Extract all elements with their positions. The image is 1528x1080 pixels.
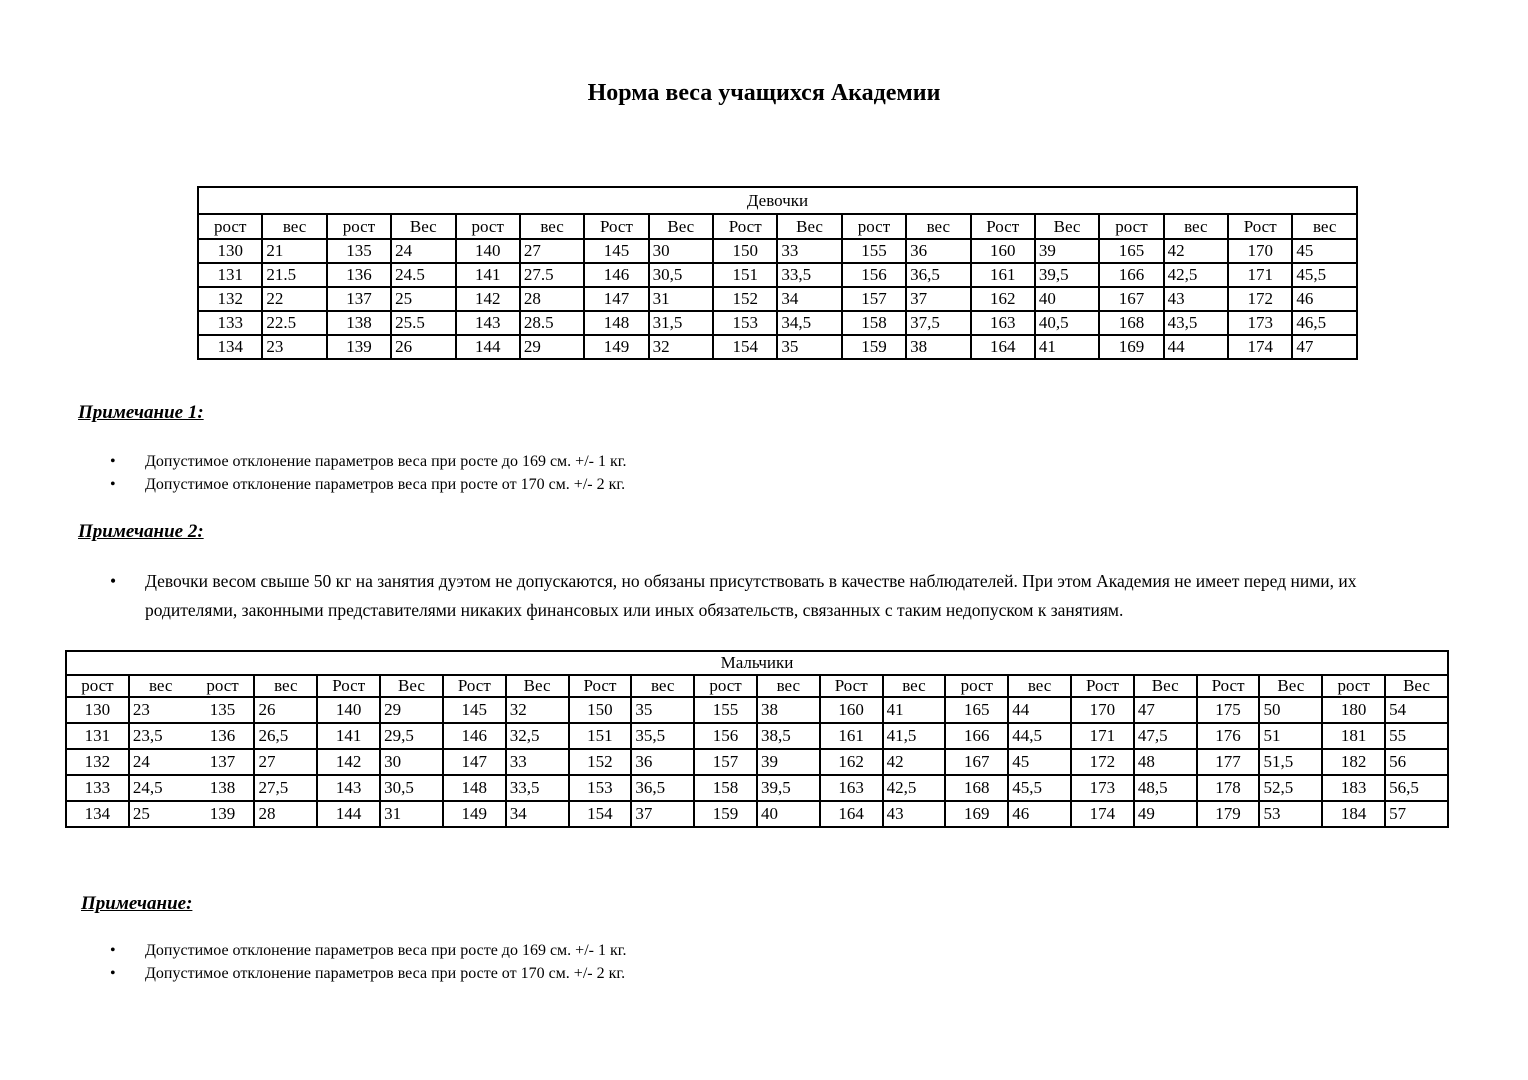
weight-cell: 45 <box>1292 239 1357 263</box>
weight-cell: 23 <box>129 697 192 723</box>
bullet-icon <box>110 451 145 472</box>
column-header: вес <box>883 675 946 697</box>
height-cell: 163 <box>820 775 883 801</box>
weight-cell: 48 <box>1134 749 1197 775</box>
weight-cell: 46 <box>1292 287 1357 311</box>
note1-bullet-2: Допустимое отклонение параметров веса при росте от 170 см. +/- 2 кг. <box>145 476 626 493</box>
bullet-icon <box>110 940 145 961</box>
height-cell: 167 <box>945 749 1008 775</box>
column-header: Вес <box>506 675 569 697</box>
note2-heading: Примечание 2: <box>78 521 204 542</box>
table-row <box>198 335 1357 359</box>
bullet-icon <box>110 567 145 596</box>
height-cell: 172 <box>1228 287 1292 311</box>
height-cell: 130 <box>66 697 129 723</box>
height-cell: 151 <box>713 263 777 287</box>
weight-cell: 27,5 <box>254 775 317 801</box>
height-cell: 131 <box>66 723 129 749</box>
weight-cell: 37 <box>631 801 694 827</box>
height-cell: 174 <box>1228 335 1292 359</box>
table-row <box>66 775 1448 801</box>
column-header: вес <box>1008 675 1071 697</box>
girls-weight-table <box>197 186 1358 360</box>
column-header: вес <box>254 675 317 697</box>
weight-cell: 45 <box>1008 749 1071 775</box>
weight-cell: 45,5 <box>1292 263 1357 287</box>
height-cell: 163 <box>971 311 1035 335</box>
weight-cell: 29 <box>380 697 443 723</box>
table-row <box>66 723 1448 749</box>
list-item <box>110 963 850 984</box>
height-cell: 165 <box>1099 239 1163 263</box>
weight-cell: 42,5 <box>1164 263 1228 287</box>
weight-cell: 30 <box>380 749 443 775</box>
height-cell: 169 <box>945 801 1008 827</box>
weight-cell: 33,5 <box>777 263 841 287</box>
height-cell: 139 <box>192 801 255 827</box>
height-cell: 162 <box>971 287 1035 311</box>
weight-cell: 36,5 <box>906 263 970 287</box>
column-header: рост <box>842 214 906 239</box>
weight-cell: 23 <box>262 335 326 359</box>
column-header: вес <box>1292 214 1357 239</box>
weight-cell: 47 <box>1134 697 1197 723</box>
weight-cell: 51,5 <box>1259 749 1322 775</box>
weight-cell: 52,5 <box>1259 775 1322 801</box>
height-cell: 143 <box>317 775 380 801</box>
height-cell: 159 <box>694 801 757 827</box>
weight-cell: 44,5 <box>1008 723 1071 749</box>
column-header: Рост <box>1071 675 1134 697</box>
weight-cell: 40,5 <box>1035 311 1099 335</box>
height-cell: 141 <box>317 723 380 749</box>
height-cell: 138 <box>327 311 391 335</box>
weight-cell: 28.5 <box>520 311 584 335</box>
note2-bullet-1: Девочки весом свыше 50 кг на занятия дуэтом не допускаются, но обязаны присутствовать в качестве наблюдателей. При этом Академия не имеет перед ними, их родителями, законными представителями никаких финансовых или иных обязательств, связанных с таким недопуском к занятиям. <box>145 571 1357 620</box>
weight-cell: 31,5 <box>649 311 713 335</box>
weight-cell: 47 <box>1292 335 1357 359</box>
note1-heading: Примечание 1: <box>78 402 204 423</box>
weight-cell: 30,5 <box>380 775 443 801</box>
table-caption-row <box>198 187 1357 214</box>
height-cell: 182 <box>1322 749 1385 775</box>
table-caption: Девочки <box>198 187 1357 214</box>
weight-cell: 35 <box>777 335 841 359</box>
weight-cell: 26 <box>254 697 317 723</box>
list-item <box>110 474 850 495</box>
height-cell: 135 <box>192 697 255 723</box>
height-cell: 176 <box>1197 723 1260 749</box>
table-row <box>198 239 1357 263</box>
height-cell: 158 <box>694 775 757 801</box>
column-header: Рост <box>317 675 380 697</box>
column-header: Рост <box>1228 214 1292 239</box>
table-header-row <box>198 214 1357 239</box>
weight-cell: 42 <box>1164 239 1228 263</box>
weight-cell: 30 <box>649 239 713 263</box>
height-cell: 166 <box>945 723 1008 749</box>
table-caption: Мальчики <box>66 651 1448 675</box>
height-cell: 131 <box>198 263 262 287</box>
weight-cell: 31 <box>380 801 443 827</box>
height-cell: 161 <box>820 723 883 749</box>
weight-cell: 28 <box>520 287 584 311</box>
height-cell: 130 <box>198 239 262 263</box>
list-item <box>110 451 850 472</box>
height-cell: 143 <box>456 311 520 335</box>
weight-cell: 51 <box>1259 723 1322 749</box>
weight-cell: 48,5 <box>1134 775 1197 801</box>
page-title: Норма веса учащихся Академии <box>587 80 941 106</box>
height-cell: 146 <box>443 723 506 749</box>
height-cell: 149 <box>443 801 506 827</box>
weight-cell: 35 <box>631 697 694 723</box>
height-cell: 132 <box>198 287 262 311</box>
height-cell: 179 <box>1197 801 1260 827</box>
height-cell: 155 <box>694 697 757 723</box>
weight-cell: 50 <box>1259 697 1322 723</box>
weight-cell: 35,5 <box>631 723 694 749</box>
list-item <box>110 567 1452 625</box>
weight-cell: 36 <box>906 239 970 263</box>
weight-cell: 25 <box>129 801 192 827</box>
height-cell: 140 <box>456 239 520 263</box>
height-cell: 153 <box>713 311 777 335</box>
weight-cell: 33 <box>506 749 569 775</box>
height-cell: 135 <box>327 239 391 263</box>
note2-bullet-list <box>110 567 1452 625</box>
height-cell: 152 <box>713 287 777 311</box>
column-header: вес <box>631 675 694 697</box>
weight-cell: 21 <box>262 239 326 263</box>
column-header: Рост <box>820 675 883 697</box>
weight-cell: 34 <box>777 287 841 311</box>
column-header: Вес <box>1035 214 1099 239</box>
column-header: вес <box>520 214 584 239</box>
list-item <box>110 940 850 961</box>
column-header: рост <box>327 214 391 239</box>
height-cell: 154 <box>569 801 632 827</box>
table-row <box>66 801 1448 827</box>
height-cell: 157 <box>842 287 906 311</box>
note1-bullet-list <box>110 451 850 497</box>
height-cell: 156 <box>842 263 906 287</box>
height-cell: 148 <box>443 775 506 801</box>
height-cell: 162 <box>820 749 883 775</box>
table-caption-row <box>66 651 1448 675</box>
column-header: Рост <box>584 214 648 239</box>
bullet-icon <box>110 963 145 984</box>
column-header: Рост <box>1197 675 1260 697</box>
weight-cell: 49 <box>1134 801 1197 827</box>
weight-cell: 46,5 <box>1292 311 1357 335</box>
height-cell: 140 <box>317 697 380 723</box>
weight-cell: 42 <box>883 749 946 775</box>
height-cell: 169 <box>1099 335 1163 359</box>
height-cell: 184 <box>1322 801 1385 827</box>
weight-cell: 40 <box>757 801 820 827</box>
height-cell: 144 <box>456 335 520 359</box>
weight-cell: 32 <box>506 697 569 723</box>
height-cell: 166 <box>1099 263 1163 287</box>
height-cell: 150 <box>569 697 632 723</box>
column-header: Рост <box>713 214 777 239</box>
column-header: рост <box>456 214 520 239</box>
weight-cell: 30,5 <box>649 263 713 287</box>
weight-cell: 29,5 <box>380 723 443 749</box>
bullet-icon <box>110 474 145 495</box>
height-cell: 137 <box>192 749 255 775</box>
note1-bullet-1: Допустимое отклонение параметров веса при росте до 169 см. +/- 1 кг. <box>145 453 627 470</box>
weight-cell: 53 <box>1259 801 1322 827</box>
height-cell: 175 <box>1197 697 1260 723</box>
column-header: вес <box>757 675 820 697</box>
weight-cell: 41 <box>883 697 946 723</box>
weight-cell: 24 <box>129 749 192 775</box>
weight-cell: 33 <box>777 239 841 263</box>
column-header: рост <box>192 675 255 697</box>
weight-cell: 24,5 <box>129 775 192 801</box>
height-cell: 177 <box>1197 749 1260 775</box>
table-row <box>198 287 1357 311</box>
note3-bullet-2: Допустимое отклонение параметров веса при росте от 170 см. +/- 2 кг. <box>145 965 626 982</box>
height-cell: 154 <box>713 335 777 359</box>
column-header: Рост <box>971 214 1035 239</box>
height-cell: 147 <box>443 749 506 775</box>
weight-cell: 41,5 <box>883 723 946 749</box>
height-cell: 165 <box>945 697 1008 723</box>
weight-cell: 36 <box>631 749 694 775</box>
height-cell: 145 <box>443 697 506 723</box>
weight-cell: 22.5 <box>262 311 326 335</box>
column-header: Вес <box>380 675 443 697</box>
height-cell: 147 <box>584 287 648 311</box>
weight-cell: 24.5 <box>391 263 455 287</box>
height-cell: 142 <box>317 749 380 775</box>
height-cell: 181 <box>1322 723 1385 749</box>
height-cell: 158 <box>842 311 906 335</box>
weight-cell: 21.5 <box>262 263 326 287</box>
height-cell: 164 <box>820 801 883 827</box>
column-header: Вес <box>649 214 713 239</box>
weight-cell: 56,5 <box>1385 775 1448 801</box>
height-cell: 136 <box>192 723 255 749</box>
note3-heading: Примечание: <box>81 893 193 914</box>
height-cell: 133 <box>198 311 262 335</box>
height-cell: 134 <box>198 335 262 359</box>
note3-bullet-list <box>110 940 850 986</box>
height-cell: 167 <box>1099 287 1163 311</box>
weight-cell: 37,5 <box>906 311 970 335</box>
height-cell: 172 <box>1071 749 1134 775</box>
weight-cell: 31 <box>649 287 713 311</box>
height-cell: 148 <box>584 311 648 335</box>
column-header: Рост <box>569 675 632 697</box>
height-cell: 183 <box>1322 775 1385 801</box>
weight-cell: 37 <box>906 287 970 311</box>
weight-cell: 54 <box>1385 697 1448 723</box>
height-cell: 139 <box>327 335 391 359</box>
column-header: Вес <box>777 214 841 239</box>
height-cell: 171 <box>1228 263 1292 287</box>
weight-cell: 26 <box>391 335 455 359</box>
column-header: рост <box>694 675 757 697</box>
height-cell: 137 <box>327 287 391 311</box>
weight-cell: 24 <box>391 239 455 263</box>
weight-cell: 36,5 <box>631 775 694 801</box>
weight-cell: 27.5 <box>520 263 584 287</box>
weight-cell: 38,5 <box>757 723 820 749</box>
weight-cell: 55 <box>1385 723 1448 749</box>
height-cell: 178 <box>1197 775 1260 801</box>
boys-weight-table <box>65 650 1449 828</box>
table-row <box>198 263 1357 287</box>
height-cell: 173 <box>1228 311 1292 335</box>
weight-cell: 39 <box>1035 239 1099 263</box>
weight-cell: 27 <box>520 239 584 263</box>
weight-cell: 34,5 <box>777 311 841 335</box>
height-cell: 168 <box>1099 311 1163 335</box>
height-cell: 160 <box>971 239 1035 263</box>
weight-cell: 26,5 <box>254 723 317 749</box>
table-row <box>66 697 1448 723</box>
weight-cell: 27 <box>254 749 317 775</box>
weight-cell: 38 <box>757 697 820 723</box>
height-cell: 168 <box>945 775 1008 801</box>
weight-cell: 33,5 <box>506 775 569 801</box>
column-header: вес <box>262 214 326 239</box>
height-cell: 149 <box>584 335 648 359</box>
weight-cell: 23,5 <box>129 723 192 749</box>
height-cell: 146 <box>584 263 648 287</box>
height-cell: 173 <box>1071 775 1134 801</box>
height-cell: 151 <box>569 723 632 749</box>
column-header: рост <box>66 675 129 697</box>
column-header: Рост <box>443 675 506 697</box>
height-cell: 161 <box>971 263 1035 287</box>
height-cell: 138 <box>192 775 255 801</box>
weight-cell: 43,5 <box>1164 311 1228 335</box>
weight-cell: 39,5 <box>1035 263 1099 287</box>
column-header: Вес <box>1385 675 1448 697</box>
height-cell: 170 <box>1071 697 1134 723</box>
height-cell: 160 <box>820 697 883 723</box>
weight-cell: 40 <box>1035 287 1099 311</box>
weight-cell: 38 <box>906 335 970 359</box>
height-cell: 152 <box>569 749 632 775</box>
weight-cell: 44 <box>1008 697 1071 723</box>
column-header: рост <box>1322 675 1385 697</box>
column-header: рост <box>198 214 262 239</box>
note3-bullet-1: Допустимое отклонение параметров веса при росте до 169 см. +/- 1 кг. <box>145 942 627 959</box>
weight-cell: 25.5 <box>391 311 455 335</box>
height-cell: 171 <box>1071 723 1134 749</box>
weight-cell: 32 <box>649 335 713 359</box>
weight-cell: 42,5 <box>883 775 946 801</box>
weight-cell: 43 <box>1164 287 1228 311</box>
table-row <box>66 749 1448 775</box>
height-cell: 180 <box>1322 697 1385 723</box>
weight-cell: 25 <box>391 287 455 311</box>
weight-cell: 39 <box>757 749 820 775</box>
height-cell: 144 <box>317 801 380 827</box>
height-cell: 164 <box>971 335 1035 359</box>
table-row <box>198 311 1357 335</box>
column-header: рост <box>945 675 1008 697</box>
weight-cell: 29 <box>520 335 584 359</box>
height-cell: 134 <box>66 801 129 827</box>
weight-cell: 22 <box>262 287 326 311</box>
height-cell: 157 <box>694 749 757 775</box>
column-header: вес <box>129 675 192 697</box>
weight-cell: 32,5 <box>506 723 569 749</box>
height-cell: 159 <box>842 335 906 359</box>
weight-cell: 43 <box>883 801 946 827</box>
height-cell: 153 <box>569 775 632 801</box>
column-header: вес <box>906 214 970 239</box>
column-header: Вес <box>391 214 455 239</box>
weight-cell: 44 <box>1164 335 1228 359</box>
height-cell: 156 <box>694 723 757 749</box>
height-cell: 132 <box>66 749 129 775</box>
height-cell: 150 <box>713 239 777 263</box>
weight-cell: 46 <box>1008 801 1071 827</box>
table-header-row <box>66 675 1448 697</box>
column-header: Вес <box>1259 675 1322 697</box>
weight-cell: 56 <box>1385 749 1448 775</box>
height-cell: 142 <box>456 287 520 311</box>
weight-cell: 47,5 <box>1134 723 1197 749</box>
height-cell: 170 <box>1228 239 1292 263</box>
height-cell: 133 <box>66 775 129 801</box>
height-cell: 174 <box>1071 801 1134 827</box>
height-cell: 136 <box>327 263 391 287</box>
weight-cell: 45,5 <box>1008 775 1071 801</box>
weight-cell: 39,5 <box>757 775 820 801</box>
height-cell: 155 <box>842 239 906 263</box>
height-cell: 141 <box>456 263 520 287</box>
weight-cell: 34 <box>506 801 569 827</box>
height-cell: 145 <box>584 239 648 263</box>
column-header: вес <box>1164 214 1228 239</box>
weight-cell: 41 <box>1035 335 1099 359</box>
column-header: Вес <box>1134 675 1197 697</box>
weight-cell: 28 <box>254 801 317 827</box>
weight-cell: 57 <box>1385 801 1448 827</box>
column-header: рост <box>1099 214 1163 239</box>
